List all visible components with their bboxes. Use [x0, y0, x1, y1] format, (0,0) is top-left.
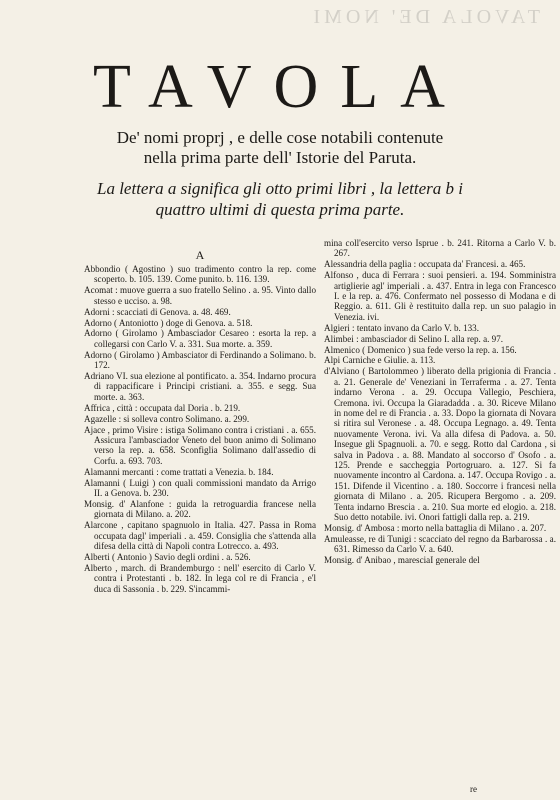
index-entry: Alberti ( Antonio ) Savio degli ordini . a. 526.	[84, 551, 251, 562]
note-line-2: quattro ultimi di questa prima parte.	[155, 200, 405, 219]
index-entry: Affrica , città : occupata dal Doria . b. 219.	[84, 402, 241, 413]
index-entry: Alimbei : ambasciador di Selino I. alla rep. a. 97.	[324, 333, 504, 344]
index-entry: Alessandria della paglia : occupata da' Francesi. a. 465.	[324, 259, 526, 270]
index-entry: Amuleasse, re di Tunigi : scacciato del regno da Barbarossa . a. 631. Rimesso da Carlo V. a. 640.	[324, 533, 556, 555]
left-entries	[84, 264, 316, 594]
index-entry: Alfonso , duca di Ferrara : suoi pensieri. a. 194. Somministra artiglierie agl' imperiali . a. 437. Entra in lega con Francesco I. e la rep. a. 476. Confermato nel possesso di Modana e di Reggio. a. 611. Gli è restituito dalla rep. un suo palagio in Venezia. ivi.	[324, 270, 556, 322]
index-entry: Adorni : scacciati di Genova. a. 48. 469.	[84, 306, 231, 317]
index-entry: d'Alviano ( Bartolommeo ) liberato della prigionia di Francia . a. 21. Generale de' Veneziani in Terraferma . a. 27. Tenta indarno Verona . a. 29. Occupa Vallegio, Peschiera, Cremona. ivi. Occupa la Giaradadda . a. 30. Riceve Milano in nome del re di Francia . a. 33. Dopo la giornata di Novara si ritira sul Veronese . a. 48. Occupa Legnago. a. 49. Tenta nuovamente Verona. ivi. Va alla difesa di Padova. a. 50. Insegue gli Spagnuoli. a. 70. e segg. Rotto dal Cardona , si salva in Padova . a. 88. Mandato al soccorso d' Osofo . a. 125. Prende e saccheggia Portogruaro. a. 127. Si fa nuovamente incontro al Cardona. a. 147. Occupa Rovigo . a. 151. Difende il Vicentino . a. 180. Soccorre i francesi nella giornata di Milano . a. 205. Ricupera Bergomo . a. 209. Tenta indarno Brescia . a. 210. Sua morte ed elogio. a. 218. Suo detto notabile. ivi. Onori fattigli dalla rep. a. 219.	[324, 366, 556, 523]
subtitle-line-1: De' nomi proprj , e delle cose notabili contenute	[116, 128, 444, 147]
index-entry: Alamanni mercanti : come trattati a Venezia. b. 184.	[84, 466, 274, 477]
index-entry: Monsig. d' Ambosa : morto nella battaglia di Milano . a. 207.	[324, 522, 547, 533]
note-line-1: La lettera a significa gli otto primi libri , la lettera b i	[97, 179, 463, 198]
index-entry: Adriano VI. sua elezione al pontificato. a. 354. Indarno procura di rappacificare i Principi cristiani. a. 355. e segg. Sua morte. a. 363.	[84, 371, 316, 402]
index-entry: Ajace , primo Visire : istiga Solimano contra i cristiani . a. 655. Assicura l'ambasciador Veneto del buon animo di Solimano verso la rep. a. 658. Sconfiglia Solimano dall'assedio di Corfu. a. 693. 703.	[84, 424, 316, 466]
index-entry: Monsig. d' Anibao , maresciaI generale del	[324, 555, 480, 566]
bleed-through-text: TAVOLA DE' NOMI	[309, 6, 540, 28]
index-entry: Alpi Carniche e Giulie. a. 113.	[324, 355, 436, 366]
subtitle-line-2: nella prima parte dell' Istorie del Paruta.	[143, 148, 417, 167]
index-entry: mina coll'esercito verso Isprue . b. 241. Ritorna a Carlo V. b. 267.	[324, 238, 556, 259]
index-entry: Alarcone , capitano spagnuolo in Italia. 427. Passa in Roma occupata dagl' imperiali . a. 459. Consiglia che s'attenda alla difesa della città di Napoli contra Lotrecco. a. 493.	[84, 520, 316, 552]
right-entries	[324, 238, 556, 566]
index-entry: Algieri : tentato invano da Carlo V. b. 133.	[324, 322, 479, 333]
index-entry: Adorno ( Girolamo ) Ambasciator di Ferdinando a Solimano. b. 172.	[84, 349, 316, 371]
left-column	[84, 248, 316, 595]
index-entry: Alamanni ( Luigi ) con quali commissioni mandato da Arrigo II. a Genova. b. 230.	[84, 477, 316, 499]
index-entry: Adorno ( Antoniotto ) doge di Genova. a. 518.	[84, 317, 253, 328]
catchword: re	[470, 784, 477, 794]
index-entry: Adorno ( Girolamo ) Ambasciador Cesareo : esorta la rep. a collegarsi con Carlo V. a. 331. Sua morte. a. 359.	[84, 328, 316, 349]
right-column	[324, 238, 556, 566]
section-letter: A	[195, 248, 205, 262]
index-entry: Alberto , march. di Brandemburgo : nell' esercito di Carlo V. contra i Protestanti . b. 182. In lega col re di Francia , e'l duca di Sassonia . b. 229. S'incammi-	[84, 562, 316, 594]
index-entry: Acomat : muove guerra a suo fratello Selino . a. 95. Vinto dallo stesso e ucciso. a. 98.	[84, 285, 316, 306]
index-entry: Monsig. d' Alanfone : guida la retroguardia francese nella giornata di Milano. a. 202.	[84, 498, 316, 520]
index-entry: Almenico ( Domenico ) sua fede verso la rep. a. 156.	[324, 344, 517, 355]
index-entry: Abbondio ( Agostino ) suo tradimento contro la rep. come scoperto. b. 105. 139. Come punito. b. 116. 139.	[84, 264, 316, 285]
page-title: TAVOLA	[93, 53, 467, 121]
index-entry: Agazelle : si solleva contro Solimano. a. 299.	[84, 413, 250, 424]
